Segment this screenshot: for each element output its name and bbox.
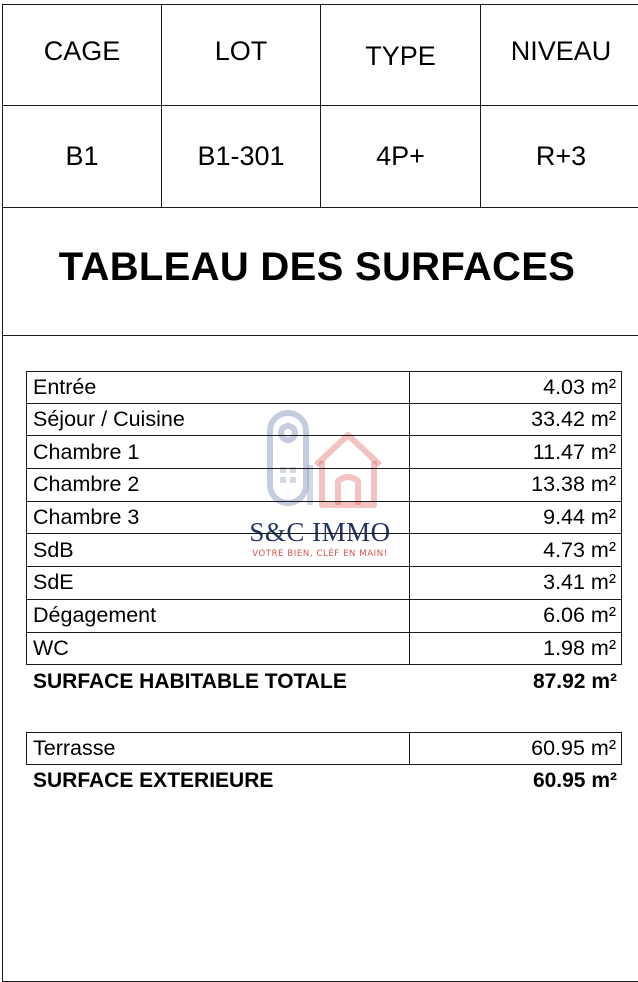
table-row (26, 600, 622, 633)
room-name: SdE (26, 567, 409, 600)
room-area: 11.47 m² (409, 436, 622, 469)
table-row (26, 436, 622, 469)
logo-tagline: VOTRE BIEN, CLÉF EN MAIN! (252, 549, 388, 559)
exterior-area: 60.95 m² (409, 732, 622, 765)
room-area: 4.03 m² (409, 371, 622, 404)
niveau-header: NIVEAU (481, 5, 638, 106)
title-band (3, 209, 638, 336)
room-area: 3.41 m² (409, 567, 622, 600)
total-habitable-row (26, 665, 622, 698)
table-row (26, 371, 622, 404)
room-area: 13.38 m² (409, 469, 622, 502)
room-name: Séjour / Cuisine (26, 404, 409, 437)
table-row (26, 469, 622, 502)
room-name: Entrée (26, 371, 409, 404)
room-name: WC (26, 633, 409, 666)
surfaces-table (26, 371, 622, 798)
room-name: SdB (26, 534, 409, 567)
room-area: 9.44 m² (409, 502, 622, 535)
total-habitable-label: SURFACE HABITABLE TOTALE (33, 669, 347, 693)
room-name: Chambre 2 (26, 469, 409, 502)
cage-value: B1 (3, 106, 162, 208)
niveau-value: R+3 (481, 106, 638, 208)
table-row (26, 567, 622, 600)
cage-header: CAGE (3, 5, 162, 106)
room-name: Dégagement (26, 600, 409, 633)
type-value: 4P+ (321, 106, 481, 208)
room-name: Chambre 1 (26, 436, 409, 469)
total-exterior-value: 60.95 m² (532, 769, 617, 793)
lot-value: B1-301 (162, 106, 321, 208)
exterior-name: Terrasse (26, 732, 409, 765)
table-row (26, 633, 622, 666)
lot-header: LOT (162, 5, 321, 106)
logo-brand: S&C IMMO (249, 517, 391, 547)
table-row (26, 502, 622, 535)
room-name: Chambre 3 (26, 502, 409, 535)
room-area: 1.98 m² (409, 633, 622, 666)
room-area: 4.73 m² (409, 534, 622, 567)
table-row (26, 732, 622, 765)
room-area: 6.06 m² (409, 600, 622, 633)
table-row (26, 534, 622, 567)
total-habitable-value: 87.92 m² (532, 669, 617, 693)
total-exterior-label: SURFACE EXTERIEURE (33, 769, 274, 793)
table-row (26, 404, 622, 437)
room-area: 33.42 m² (409, 404, 622, 437)
total-exterior-row (26, 765, 622, 798)
type-header: TYPE (321, 5, 481, 106)
lot-info-grid (3, 5, 638, 209)
page-title: TABLEAU DES SURFACES (58, 244, 576, 289)
